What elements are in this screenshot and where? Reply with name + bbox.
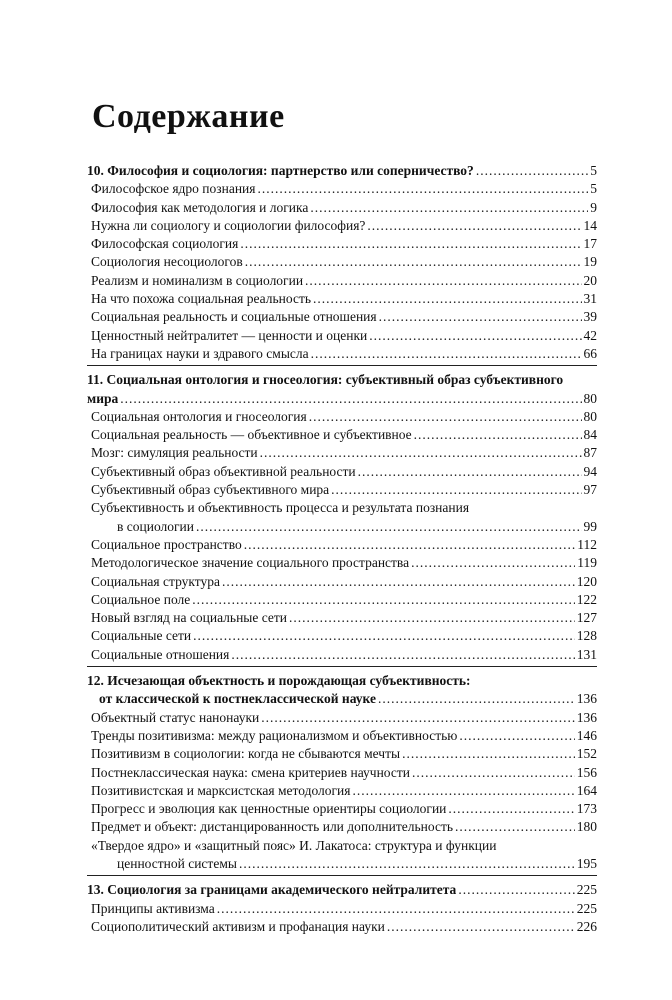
leader-dots — [367, 217, 581, 235]
leader-dots — [244, 536, 576, 554]
leader-dots — [309, 408, 582, 426]
entry-title: Социология несоциологов — [91, 254, 243, 270]
leader-dots — [222, 573, 575, 591]
leader-dots — [411, 554, 575, 572]
chapter-title: 10. Философия и социология: партнерство или соперничество? — [87, 163, 474, 178]
entry-title: Социальные отношения — [91, 646, 230, 662]
page-title: Содержание — [92, 98, 285, 135]
entry-title: Социальные сети — [91, 628, 192, 644]
entry-title: На границах науки и здравого смысла — [91, 345, 309, 361]
toc-entry[interactable] — [87, 272, 597, 290]
leader-dots — [353, 782, 575, 800]
toc-entry[interactable] — [87, 345, 597, 363]
toc-entry[interactable] — [87, 800, 597, 818]
chapter-heading[interactable] — [87, 390, 597, 408]
page-number: 19 — [583, 254, 597, 270]
page-number: 127 — [576, 610, 597, 626]
page-number: 131 — [576, 646, 597, 662]
leader-dots — [455, 818, 575, 836]
chapter-heading[interactable] — [87, 881, 597, 899]
page-number: 5 — [590, 181, 597, 197]
chapter-10 — [87, 162, 597, 366]
toc-entry[interactable] — [87, 217, 597, 235]
leader-dots — [120, 390, 581, 408]
leader-dots — [379, 308, 582, 326]
toc-entry[interactable] — [87, 408, 597, 426]
toc-entry[interactable] — [87, 727, 597, 745]
page-number: 20 — [583, 272, 597, 288]
entry-title: Социальная реальность и социальные отношения — [91, 309, 377, 325]
page-number: 84 — [583, 427, 597, 443]
leader-dots — [311, 345, 582, 363]
entry-title: Постнеклассическая наука: смена критериев научности — [91, 764, 410, 780]
page-number: 180 — [576, 819, 597, 835]
toc-entry[interactable] — [87, 900, 597, 918]
toc-entry[interactable] — [87, 573, 597, 591]
entry-title: Социополитический активизм и профанация науки — [91, 918, 385, 934]
page-number: 226 — [576, 918, 597, 934]
page-number: 112 — [577, 536, 597, 552]
entry-title: Социальная реальность — объективное и субъективное — [91, 427, 412, 443]
entry-title: Социальная структура — [91, 573, 220, 589]
leader-dots — [476, 162, 588, 180]
page-number: 195 — [576, 855, 597, 871]
leader-dots — [240, 235, 581, 253]
entry-title-continued: в социологии — [117, 518, 194, 534]
page-number: 97 — [583, 482, 597, 498]
entry-title: Ценностный нейтралитет — ценности и оценки — [91, 327, 368, 343]
entry-title[interactable]: «Твердое ядро» и «защитный пояс» И. Лакатоса: структура и функции — [91, 837, 497, 853]
chapter-13 — [87, 881, 597, 938]
toc-entry[interactable] — [87, 290, 597, 308]
leader-dots — [260, 444, 582, 462]
page-number: 31 — [583, 291, 597, 307]
toc-entry[interactable] — [87, 855, 597, 873]
entry-title: Нужна ли социологу и социологии философия? — [91, 217, 366, 233]
page-number: 225 — [576, 900, 597, 916]
entry-title: Методологическое значение социального пространства — [91, 555, 410, 571]
entry-title: Реализм и номинализм в социологии — [91, 272, 304, 288]
page-number: 17 — [583, 236, 597, 252]
toc-entry[interactable] — [87, 745, 597, 763]
page-number: 99 — [583, 518, 597, 534]
page-number: 42 — [583, 327, 597, 343]
page-number: 122 — [576, 591, 597, 607]
leader-dots — [196, 518, 582, 536]
entry-title[interactable]: Субъективность и объективность процесса и результата познания — [91, 500, 470, 516]
page-number: 66 — [583, 345, 597, 361]
entry-title: На что похожа социальная реальность — [91, 291, 312, 307]
toc-entry[interactable] — [87, 782, 597, 800]
leader-dots — [358, 463, 582, 481]
entry-title: Мозг: симуляция реальности — [91, 445, 258, 461]
entry-title: Позитивизм в социологии: когда не сбываются мечты — [91, 746, 401, 762]
entry-title: Прогресс и эволюция как ценностные ориентиры социологии — [91, 801, 447, 817]
entry-title: Философская социология — [91, 236, 239, 252]
leader-dots — [378, 690, 575, 708]
toc-entry[interactable] — [87, 199, 597, 217]
toc-entry[interactable] — [87, 554, 597, 572]
entry-title: Позитивистская и марксистская методология — [91, 782, 351, 798]
toc-entry[interactable] — [87, 253, 597, 271]
chapter-11 — [87, 371, 597, 667]
page-number: 94 — [583, 463, 597, 479]
chapter-title[interactable]: 11. Социальная онтология и гносеология: субъективный образ субъективного — [87, 372, 564, 388]
page-number: 152 — [576, 746, 597, 762]
toc-entry[interactable] — [87, 308, 597, 326]
leader-dots — [412, 764, 575, 782]
leader-dots — [448, 800, 574, 818]
toc-entry[interactable] — [87, 180, 597, 198]
chapter-title[interactable]: 12. Исчезающая объектность и порождающая субъективность: — [87, 673, 471, 689]
chapter-title-continued: мира — [87, 390, 119, 406]
entry-title: Социальная онтология и гносеология — [91, 408, 307, 424]
table-of-contents — [87, 162, 597, 943]
page-number: 225 — [576, 882, 597, 898]
page-number: 119 — [577, 555, 597, 571]
leader-dots — [239, 855, 575, 873]
toc-entry[interactable] — [87, 235, 597, 253]
entry-title: Философия как методология и логика — [91, 199, 309, 215]
page-number: 173 — [576, 801, 597, 817]
entry-title-continued: ценностной системы — [117, 855, 237, 871]
entry-title: Тренды позитивизма: между рационализмом и объективностью — [91, 727, 458, 743]
chapter-title: 13. Социология за границами академического нейтралитета — [87, 882, 457, 898]
leader-dots — [458, 881, 574, 899]
entry-title: Новый взгляд на социальные сети — [91, 610, 288, 626]
toc-entry[interactable] — [87, 627, 597, 645]
page-number: 39 — [583, 309, 597, 325]
toc-entry[interactable] — [87, 818, 597, 836]
entry-title: Предмет и объект: дистанцированность или дополнительность — [91, 819, 454, 835]
page-number: 80 — [583, 390, 597, 406]
entry-title: Субъективный образ объективной реальности — [91, 463, 356, 479]
leader-dots — [459, 727, 574, 745]
leader-dots — [245, 253, 582, 271]
leader-dots — [387, 918, 575, 936]
page-number: 120 — [576, 573, 597, 589]
leader-dots — [192, 591, 575, 609]
entry-title: Принципы активизма — [91, 900, 215, 916]
page-number: 164 — [576, 782, 597, 798]
toc-entry[interactable] — [87, 463, 597, 481]
page-number: 87 — [583, 445, 597, 461]
leader-dots — [305, 272, 581, 290]
leader-dots — [331, 481, 581, 499]
leader-dots — [193, 627, 575, 645]
leader-dots — [402, 745, 575, 763]
chapter-heading[interactable] — [87, 690, 597, 708]
page-number: 14 — [583, 217, 597, 233]
toc-entry[interactable] — [87, 481, 597, 499]
toc-entry[interactable] — [87, 426, 597, 444]
leader-dots — [261, 709, 575, 727]
toc-entry[interactable] — [87, 444, 597, 462]
leader-dots — [289, 609, 575, 627]
toc-entry[interactable] — [87, 918, 597, 936]
leader-dots — [310, 199, 588, 217]
page-number: 136 — [576, 709, 597, 725]
chapter-title-continued: от классической к постнеклассической науке — [99, 691, 376, 707]
chapter-heading[interactable] — [87, 162, 597, 180]
page-number: 80 — [583, 408, 597, 424]
toc-entry[interactable] — [87, 609, 597, 627]
chapter-12 — [87, 672, 597, 876]
entry-title: Социальное поле — [91, 591, 191, 607]
leader-dots — [217, 900, 575, 918]
entry-title: Философское ядро познания — [91, 181, 256, 197]
page-number: 9 — [590, 199, 597, 215]
leader-dots — [258, 180, 589, 198]
page-number: 156 — [576, 764, 597, 780]
page-number: 136 — [576, 691, 597, 707]
entry-title: Объектный статус нанонауки — [91, 709, 260, 725]
leader-dots — [231, 646, 574, 664]
toc-entry[interactable] — [87, 591, 597, 609]
leader-dots — [313, 290, 581, 308]
toc-entry[interactable] — [87, 327, 597, 345]
page-number: 128 — [576, 628, 597, 644]
page-number: 146 — [576, 727, 597, 743]
toc-entry[interactable] — [87, 536, 597, 554]
toc-entry[interactable] — [87, 646, 597, 664]
leader-dots — [369, 327, 581, 345]
entry-title: Социальное пространство — [91, 536, 242, 552]
toc-entry[interactable] — [87, 764, 597, 782]
leader-dots — [414, 426, 582, 444]
entry-title: Субъективный образ субъективного мира — [91, 482, 330, 498]
toc-entry[interactable] — [87, 709, 597, 727]
page-number: 5 — [590, 163, 597, 178]
toc-entry[interactable] — [87, 518, 597, 536]
